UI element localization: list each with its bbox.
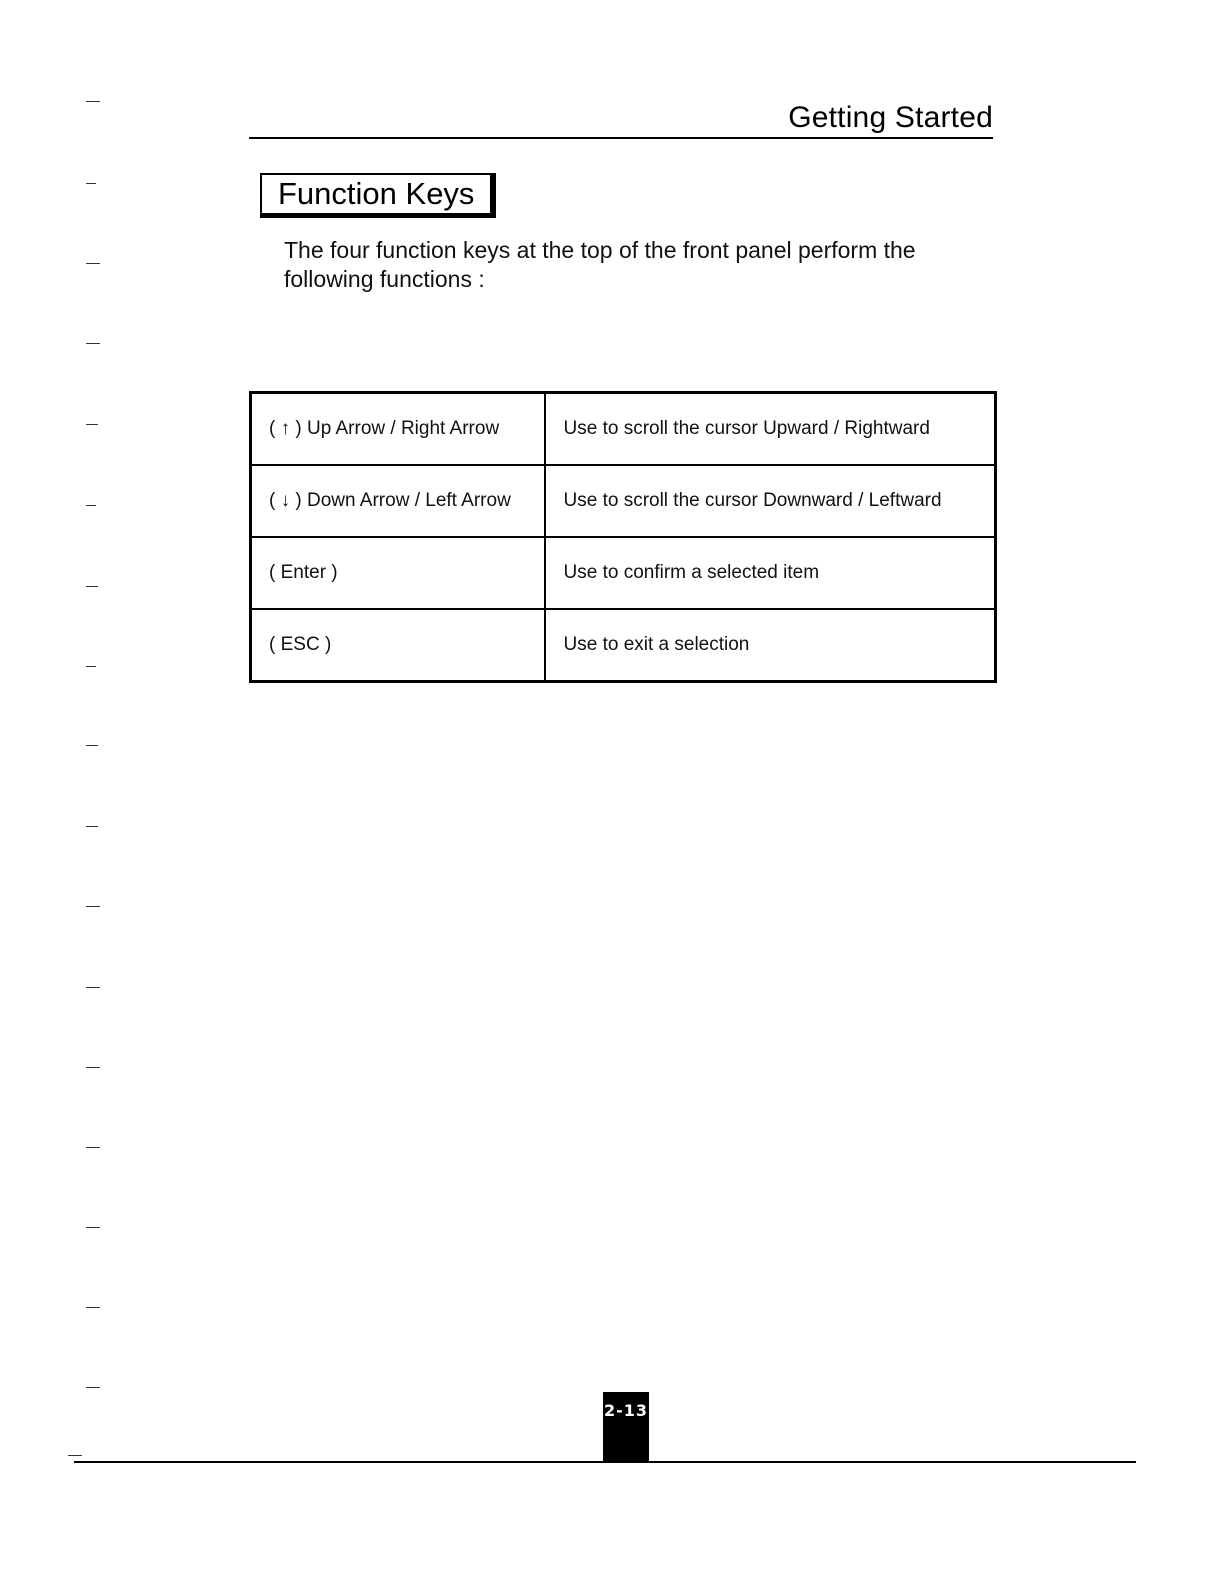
key-cell: ( ESC ) xyxy=(251,609,545,682)
table-row xyxy=(251,537,996,609)
margin-mark xyxy=(86,1147,100,1148)
margin-mark xyxy=(86,906,100,907)
margin-mark xyxy=(86,745,98,746)
intro-paragraph: The four function keys at the top of the front panel perform the following functions : xyxy=(284,237,916,292)
description-cell: Use to scroll the cursor Upward / Rightward xyxy=(545,393,996,466)
margin-mark xyxy=(86,263,100,264)
margin-mark xyxy=(86,505,96,506)
footer-rule xyxy=(74,1461,1136,1463)
description-cell: Use to exit a selection xyxy=(545,609,996,682)
margin-mark xyxy=(86,1067,100,1068)
key-cell: ( ↑ ) Up Arrow / Right Arrow xyxy=(251,393,545,466)
margin-mark xyxy=(86,101,100,102)
margin-mark xyxy=(86,586,98,587)
margin-mark xyxy=(86,343,100,344)
table-row xyxy=(251,465,996,537)
margin-mark xyxy=(68,1455,82,1456)
margin-mark xyxy=(86,1387,100,1388)
header-rule xyxy=(249,137,993,139)
function-keys-table xyxy=(249,391,997,683)
page-number: 2-13 xyxy=(603,1392,649,1462)
margin-mark xyxy=(86,666,96,667)
running-header: Getting Started xyxy=(788,101,993,134)
key-cell: ( ↓ ) Down Arrow / Left Arrow xyxy=(251,465,545,537)
margin-mark xyxy=(86,1227,100,1228)
margin-mark xyxy=(86,987,100,988)
table-row xyxy=(251,609,996,682)
margin-mark xyxy=(86,183,96,184)
table-row xyxy=(251,393,996,466)
margin-mark xyxy=(86,826,98,827)
margin-mark xyxy=(86,424,98,425)
key-cell: ( Enter ) xyxy=(251,537,545,609)
description-cell: Use to scroll the cursor Downward / Leftward xyxy=(545,465,996,537)
margin-mark xyxy=(86,1307,100,1308)
description-cell: Use to confirm a selected item xyxy=(545,537,996,609)
section-title: Function Keys xyxy=(260,173,496,218)
